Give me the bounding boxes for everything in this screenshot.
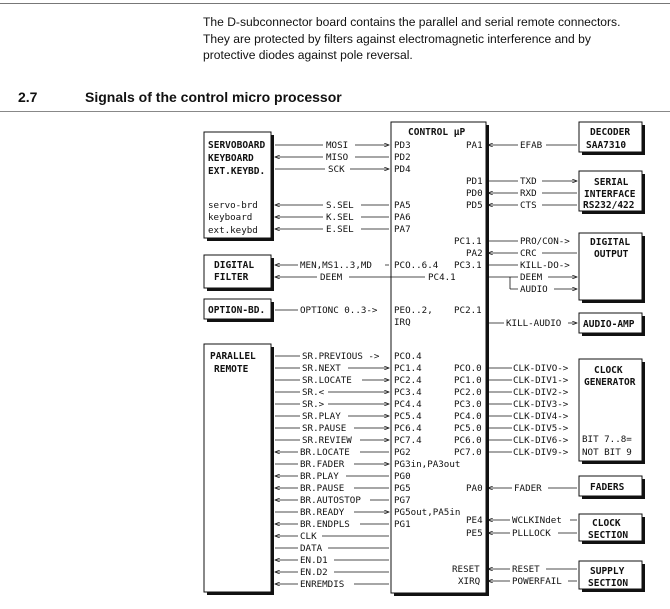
block-label: GENERATOR [584,377,636,388]
block-label: SERVOBOARD [208,140,266,151]
signal-label: DEEM [320,272,343,283]
pin-label: PC2.4 [394,375,422,386]
block-label: AUDIO-AMP [583,319,635,330]
signal-label: WCLKINdet [512,515,562,526]
signal-label: CTS [520,200,537,211]
signal-label: CLK-DIV1-> [513,375,569,386]
signal-label: TXD [520,176,537,187]
block-label: INTERFACE [584,189,636,200]
pin-label: PC3.4 [394,387,422,398]
signal-label: SR.PAUSE [302,423,347,434]
block-label: REMOTE [214,364,249,375]
block-label: FILTER [214,272,249,283]
signal-label: MEN,MS1..3,MD [300,260,372,271]
pin-label: PD4 [394,164,411,175]
cpu-title: CONTROL μP [408,127,466,138]
block-label: SAA7310 [586,140,627,151]
pin-label: PC7.0 [454,447,482,458]
section-title: Signals of the control micro processor [85,89,342,105]
signal-label: CLK-DIV2-> [513,387,569,398]
signal-label: PLLLOCK [512,528,551,539]
signal-label: KILL-AUDIO [506,318,562,329]
pin-label: PA2 [466,248,483,259]
signal-label: PRO/CON-> [520,236,570,247]
pin-label: PC4.0 [454,411,482,422]
pin-label: PE5 [466,528,483,539]
signal-label: BR.PAUSE [300,483,345,494]
pin-label: PC6.0 [454,435,482,446]
signal-label: SR.< [302,387,325,398]
signal-label: K.SEL [326,212,354,223]
pin-label: PCO.4 [394,351,422,362]
pin-label: PC7.4 [394,435,422,446]
block-label: CLOCK [592,518,621,529]
signal-label: OPTIONC 0..3-> [300,305,378,316]
pin-label: PD1 [466,176,483,187]
pin-label: PG0 [394,471,411,482]
pin-label: PEO..2, [394,305,433,316]
signal-label: MISO [326,152,349,163]
pin-label: IRQ [394,317,411,328]
pin-label: PC4.1 [428,272,456,283]
pin-label: PC5.4 [394,411,422,422]
block-label: EXT.KEYBD. [208,166,266,177]
signal-label: CLK-DIV5-> [513,423,569,434]
block-label: BIT 7..8= [582,434,632,445]
signal-label: DEEM [520,272,543,283]
signal-label: CRC [520,248,537,259]
signal-label: BR.AUTOSTOP [300,495,361,506]
pin-label: PC2.1 [454,305,482,316]
block-label: KEYBOARD [208,153,254,164]
pin-label: PCO.0 [454,363,482,374]
block-label: servo-brd [208,200,258,211]
signal-label: KILL-DO-> [520,260,570,271]
signal-label: SR.NEXT [302,363,341,374]
signal-label: EN.D2 [300,567,328,578]
signal-label: BR.FADER [300,459,345,470]
pin-label: PC3.0 [454,399,482,410]
pin-label: PA5 [394,200,411,211]
pin-label: PC5.0 [454,423,482,434]
pin-label: PA7 [394,224,411,235]
signal-label: SR.PREVIOUS -> [302,351,380,362]
signal-label: EN.D1 [300,555,328,566]
intro-line: They are protected by filters against electromagnetic interference and by [203,31,591,46]
signal-label: CLK-DIV3-> [513,399,569,410]
signal-label: BR.ENDPLS [300,519,350,530]
pin-label: PA6 [394,212,411,223]
pin-label: PG7 [394,495,411,506]
pin-label: PC3.1 [454,260,482,271]
signal-label: BR.READY [300,507,345,518]
signal-label: AUDIO [520,284,548,295]
block-label: FADERS [590,482,625,493]
block-label: RS232/422 [583,200,635,211]
pin-label: PC2.0 [454,387,482,398]
block-label: CLOCK [594,365,623,376]
pin-label: PC4.4 [394,399,422,410]
pin-label: PD3 [394,140,411,151]
block-label: SERIAL [594,177,629,188]
signal-label: CLK-DIVO-> [513,363,569,374]
block-label: DIGITAL [214,260,255,271]
block-label: DECODER [590,127,631,138]
block-label: DIGITAL [590,237,631,248]
block-label: SECTION [588,578,629,589]
block-label: SUPPLY [590,566,625,577]
intro-line: protective diodes against pole reversal. [203,48,413,62]
section-number: 2.7 [18,89,38,105]
signal-label: CLK-DIV9-> [513,447,569,458]
intro-line: The D-subconnector board contains the parallel and serial remote connectors. [203,15,621,29]
signal-label: ENREMDIS [300,579,345,590]
pin-label: PCO..6.4 [394,260,439,271]
signal-label: E.SEL [326,224,354,235]
pin-label: PG2 [394,447,411,458]
pin-label: PE4 [466,515,483,526]
pin-label: RESET [452,564,480,575]
signal-label: CLK-DIV4-> [513,411,569,422]
block-label: SECTION [588,530,629,541]
signal-label: BR.LOCATE [300,447,350,458]
pin-label: PG5out,PA5in [394,507,461,518]
signal-label: MOSI [326,140,349,151]
signal-label: FADER [514,483,542,494]
block-label: PARALLEL [210,351,256,362]
pin-label: PD5 [466,200,483,211]
parallel-remote-block [204,344,271,592]
signal-label: SR.REVIEW [302,435,352,446]
signal-label: SR.> [302,399,325,410]
pin-label: PG5 [394,483,411,494]
signal-label: SR.PLAY [302,411,341,422]
pin-label: PC1.4 [394,363,422,374]
block-label: ext.keybd [208,225,258,236]
pin-label: PG1 [394,519,411,530]
block-label: OPTION-BD. [208,305,266,316]
signal-label: EFAB [520,140,543,151]
pin-label: PA0 [466,483,483,494]
signal-label: RXD [520,188,537,199]
block-label: OUTPUT [594,249,629,260]
signal-label: S.SEL [326,200,354,211]
signal-label: CLK-DIV6-> [513,435,569,446]
pin-label: PA1 [466,140,483,151]
pin-label: PG3in,PA3out [394,459,461,470]
signal-label: POWERFAIL [512,576,562,587]
pin-label: PD2 [394,152,411,163]
signal-label: DATA [300,543,323,554]
signal-label: RESET [512,564,540,575]
pin-label: PC6.4 [394,423,422,434]
signal-label: CLK [300,531,317,542]
pin-label: PC1.1 [454,236,482,247]
block-label: keyboard [208,212,253,223]
pin-label: XIRQ [458,576,481,587]
signal-label: BR.PLAY [300,471,339,482]
signal-label: SR.LOCATE [302,375,352,386]
block-label: NOT BIT 9 [582,447,632,458]
pin-label: PC1.0 [454,375,482,386]
signal-label: SCK [328,164,345,175]
pin-label: PD0 [466,188,483,199]
